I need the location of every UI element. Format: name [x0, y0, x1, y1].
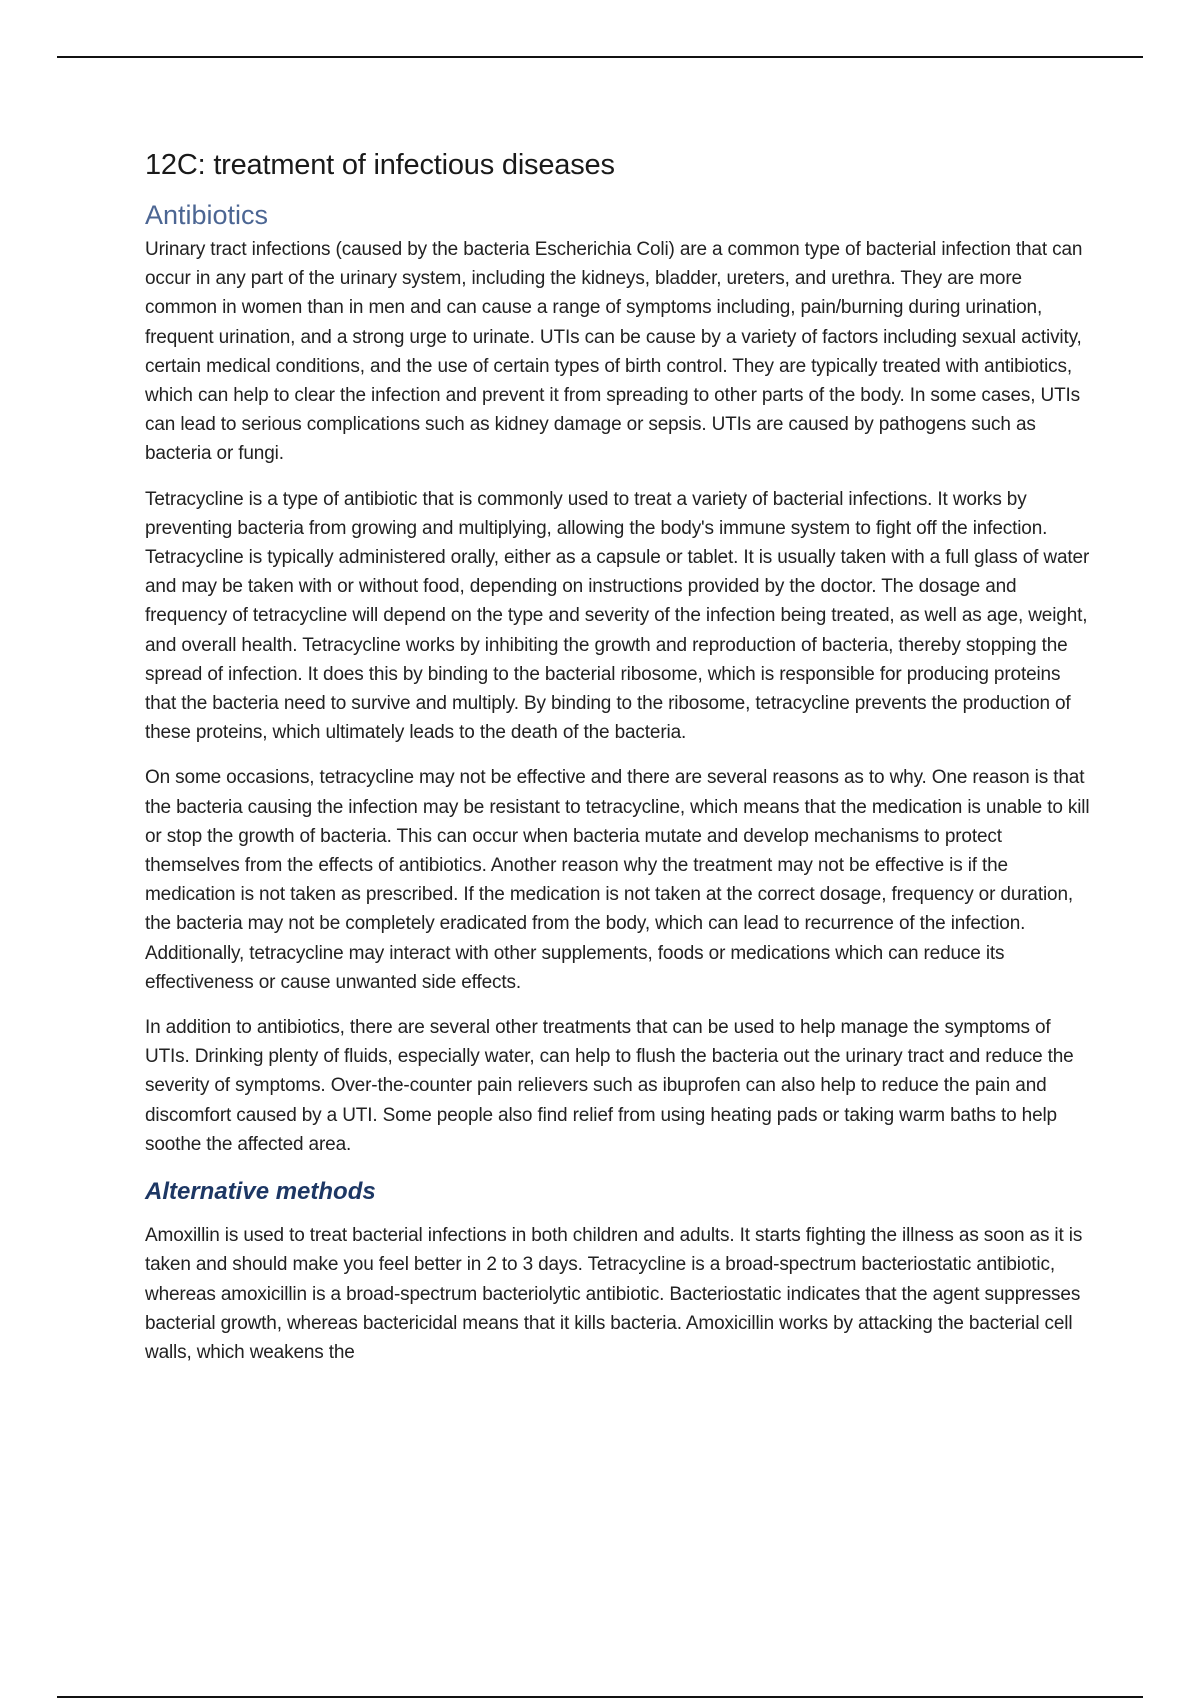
section-heading-alternative-methods: Alternative methods [145, 1178, 376, 1206]
paragraph-ineffectiveness: On some occasions, tetracycline may not be effective and there are several reasons as to why. One reason is that the bacteria causing the infection may be resistant to tetracycline, which means that the medication is unable to kill or stop the growth of bacteria. This can occur when bacteria mutate and develop mechanisms to protect themselves from the effects of antibiotics. Another reason why the treatment may not be effective is if the medication is not taken as prescribed. If the medication is not taken at the correct dosage, frequency or duration, the bacteria may not be completely eradicated from the body, which can lead to recurrence of the infection. Additionally, tetracycline may interact with other supplements, foods or medications which can reduce its effectiveness or cause unwanted side effects. [145, 767, 1090, 993]
paragraph-uti-overview: Urinary tract infections (caused by the bacteria Escherichia Coli) are a common type of bacterial infection that can occur in any part of the urinary system, including the kidneys, bladder, ureters, and urethra. They are more common in women than in men and can cause a range of symptoms including, pain/burning during urination, frequent urination, and a strong urge to urinate. UTIs can be cause by a variety of factors including sexual activity, certain medical conditions, and the use of certain types of birth control. They are typically treated with antibiotics, which can help to clear the infection and prevent it from spreading to other parts of the body. In some cases, UTIs can lead to serious complications such as kidney damage or sepsis. UTIs are caused by pathogens such as bacteria or fungi. [145, 239, 1083, 465]
section-alternative-methods [145, 1175, 1090, 1367]
footer-rule [57, 1696, 1143, 1698]
paragraph-amoxicillin: Amoxillin is used to treat bacterial infections in both children and adults. It starts fighting the illness as soon as it is taken and should make you feel better in 2 to 3 days. Tetracycline is a broad-spectrum bacteriostatic antibiotic, whereas amoxicillin is a broad-spectrum bacteriolytic antibiotic. Bacteriostatic indicates that the agent suppresses bacterial growth, whereas bactericidal means that it kills bacteria. Amoxicillin works by attacking the bacterial cell walls, which weakens the [145, 1225, 1083, 1363]
header-rule [57, 56, 1143, 58]
document-title: 12C: treatment of infectious diseases [145, 149, 615, 181]
section-antibiotics [145, 197, 1090, 1159]
document-page [145, 145, 1090, 1383]
paragraph-other-treatments: In addition to antibiotics, there are several other treatments that can be used to help manage the symptoms of UTIs. Drinking plenty of fluids, especially water, can help to flush the bacteria out the urinary tract and reduce the severity of symptoms. Over-the-counter pain relievers such as ibuprofen can also help to reduce the pain and discomfort caused by a UTI. Some people also find relief from using heating pads or taking warm baths to help soothe the affected area. [145, 1017, 1074, 1155]
section-heading-antibiotics: Antibiotics [145, 200, 269, 230]
paragraph-tetracycline: Tetracycline is a type of antibiotic that is commonly used to treat a variety of bacterial infections. It works by preventing bacteria from growing and multiplying, allowing the body's immune system to fight off the infection. Tetracycline is typically administered orally, either as a capsule or tablet. It is usually taken with a full glass of water and may be taken with or without food, depending on instructions provided by the doctor. The dosage and frequency of tetracycline will depend on the type and severity of the infection being treated, as well as age, weight, and overall health. Tetracycline works by inhibiting the growth and reproduction of bacteria, thereby stopping the spread of infection. It does this by binding to the bacterial ribosome, which is responsible for producing proteins that the bacteria need to survive and multiply. By binding to the ribosome, tetracycline prevents the production of these proteins, which ultimately leads to the death of the bacteria. [145, 488, 1090, 744]
